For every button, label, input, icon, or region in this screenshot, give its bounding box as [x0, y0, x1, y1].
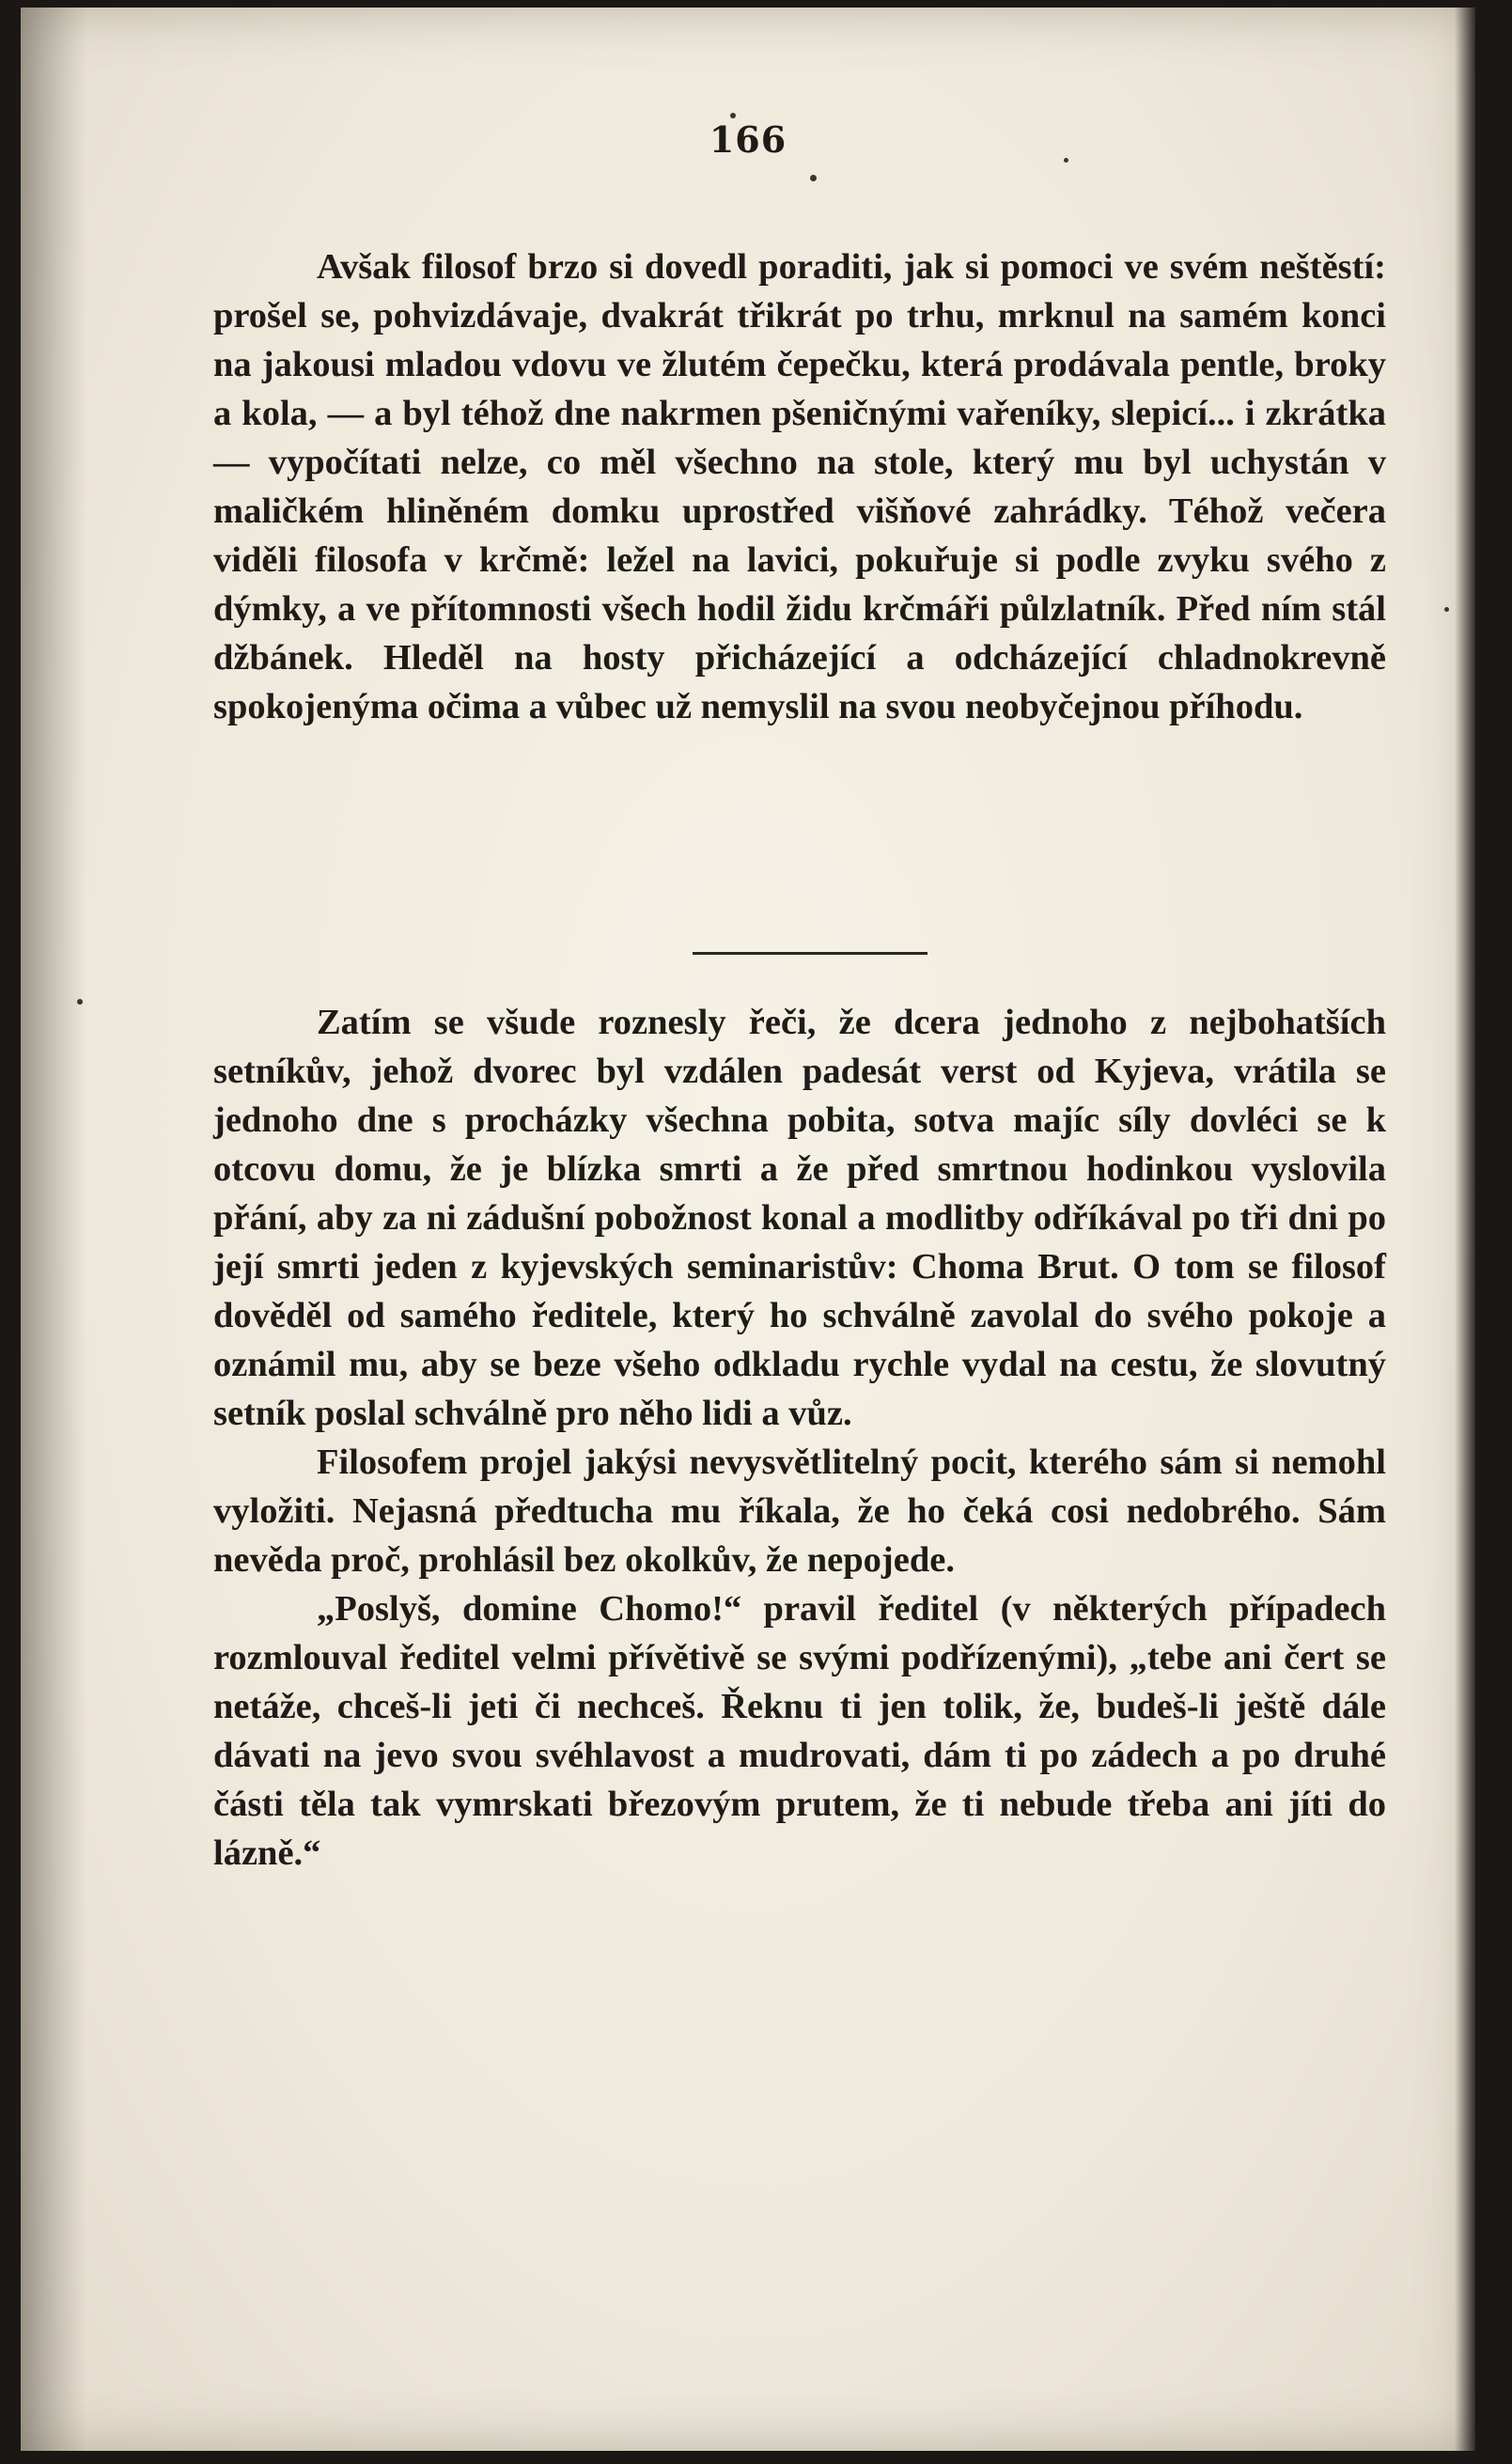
- paragraph: Avšak filosof brzo si dovedl poraditi, jak si pomoci ve svém neštěstí: prošel se, pohvizdávaje, dvakrát třikrát po trhu, mrknul na samém konci na jakousi mladou vdovu ve žlutém čepečku, která prodávala pentle, broky a kola, — a byl téhož dne nakrmen pšeničnými vařeníky, slepicí... i zkrátka — vypočítati nelze, co měl všechno na stole, který mu byl uchystán v maličkém hliněném domku uprostřed višňové zahrádky. Téhož večera viděli filosofa v krčmě: ležel na lavici, pokuřuje si podle zvyku svého z dýmky, a ve přítomnosti všech hodil židu krčmáři půlzlatník. Před ním stál džbánek. Hleděl na hosty přicházející a odcházející chladnokrevně spokojenýma očima a vůbec už nemyslil na svou neobyčejnou příhodu.: [213, 247, 1386, 726]
- paragraph: Zatím se všude roznesly řeči, že dcera jednoho z nejbohatších setníkův, jehož dvorec byl vzdálen padesát verst od Kyjeva, vrátila se jednoho dne s procházky všechna pobita, sotva majíc síly dovléci se k otcovu domu, že je blízka smrti a že před smrtnou hodinkou vyslovila přání, aby za ni zádušní pobožnost konal a modlitby odříkával po tři dni po její smrti jeden z kyjevských seminaristův: Choma Brut. O tom se filosof dověděl od samého ředitele, který ho schválně zavolal do svého pokoje a oznámil mu, aby se beze všeho odkladu rychle vydal na cestu, že slovutný setník poslal schválně pro něho lidi a vůz.: [213, 1003, 1386, 1433]
- print-speck: [1444, 607, 1449, 612]
- binding-shadow: [21, 8, 86, 2451]
- section-divider: [693, 952, 927, 955]
- text-section-2: [213, 998, 1386, 1878]
- book-page: [21, 8, 1475, 2451]
- page-edge-shadow: [1455, 8, 1475, 2451]
- print-speck: [810, 175, 817, 181]
- print-speck: [77, 999, 83, 1005]
- text-section-1: [213, 242, 1386, 731]
- page-number: 166: [709, 118, 787, 161]
- paragraph: Filosofem projel jakýsi nevysvětlitelný pocit, kterého sám si nemohl vyložiti. Nejasná předtucha mu říkala, že ho čeká cosi nedobrého. Sám nevěda proč, prohlásil bez okolkův, že nepojede.: [213, 1443, 1386, 1580]
- paragraph: „Poslyš, domine Chomo!“ pravil ředitel (v některých případech rozmlouval ředitel velmi přívětivě se svými podřízenými), „tebe ani čert se netáže, chceš-li jeti či nechceš. Řeknu ti jen tolik, že, budeš-li ještě dále dávati na jevo svou svéhlavost a mudrovati, dám ti po zádech a po druhé části těla tak vymrskati březovým prutem, že ti nebude třeba ani jíti do lázně.“: [213, 1589, 1386, 1873]
